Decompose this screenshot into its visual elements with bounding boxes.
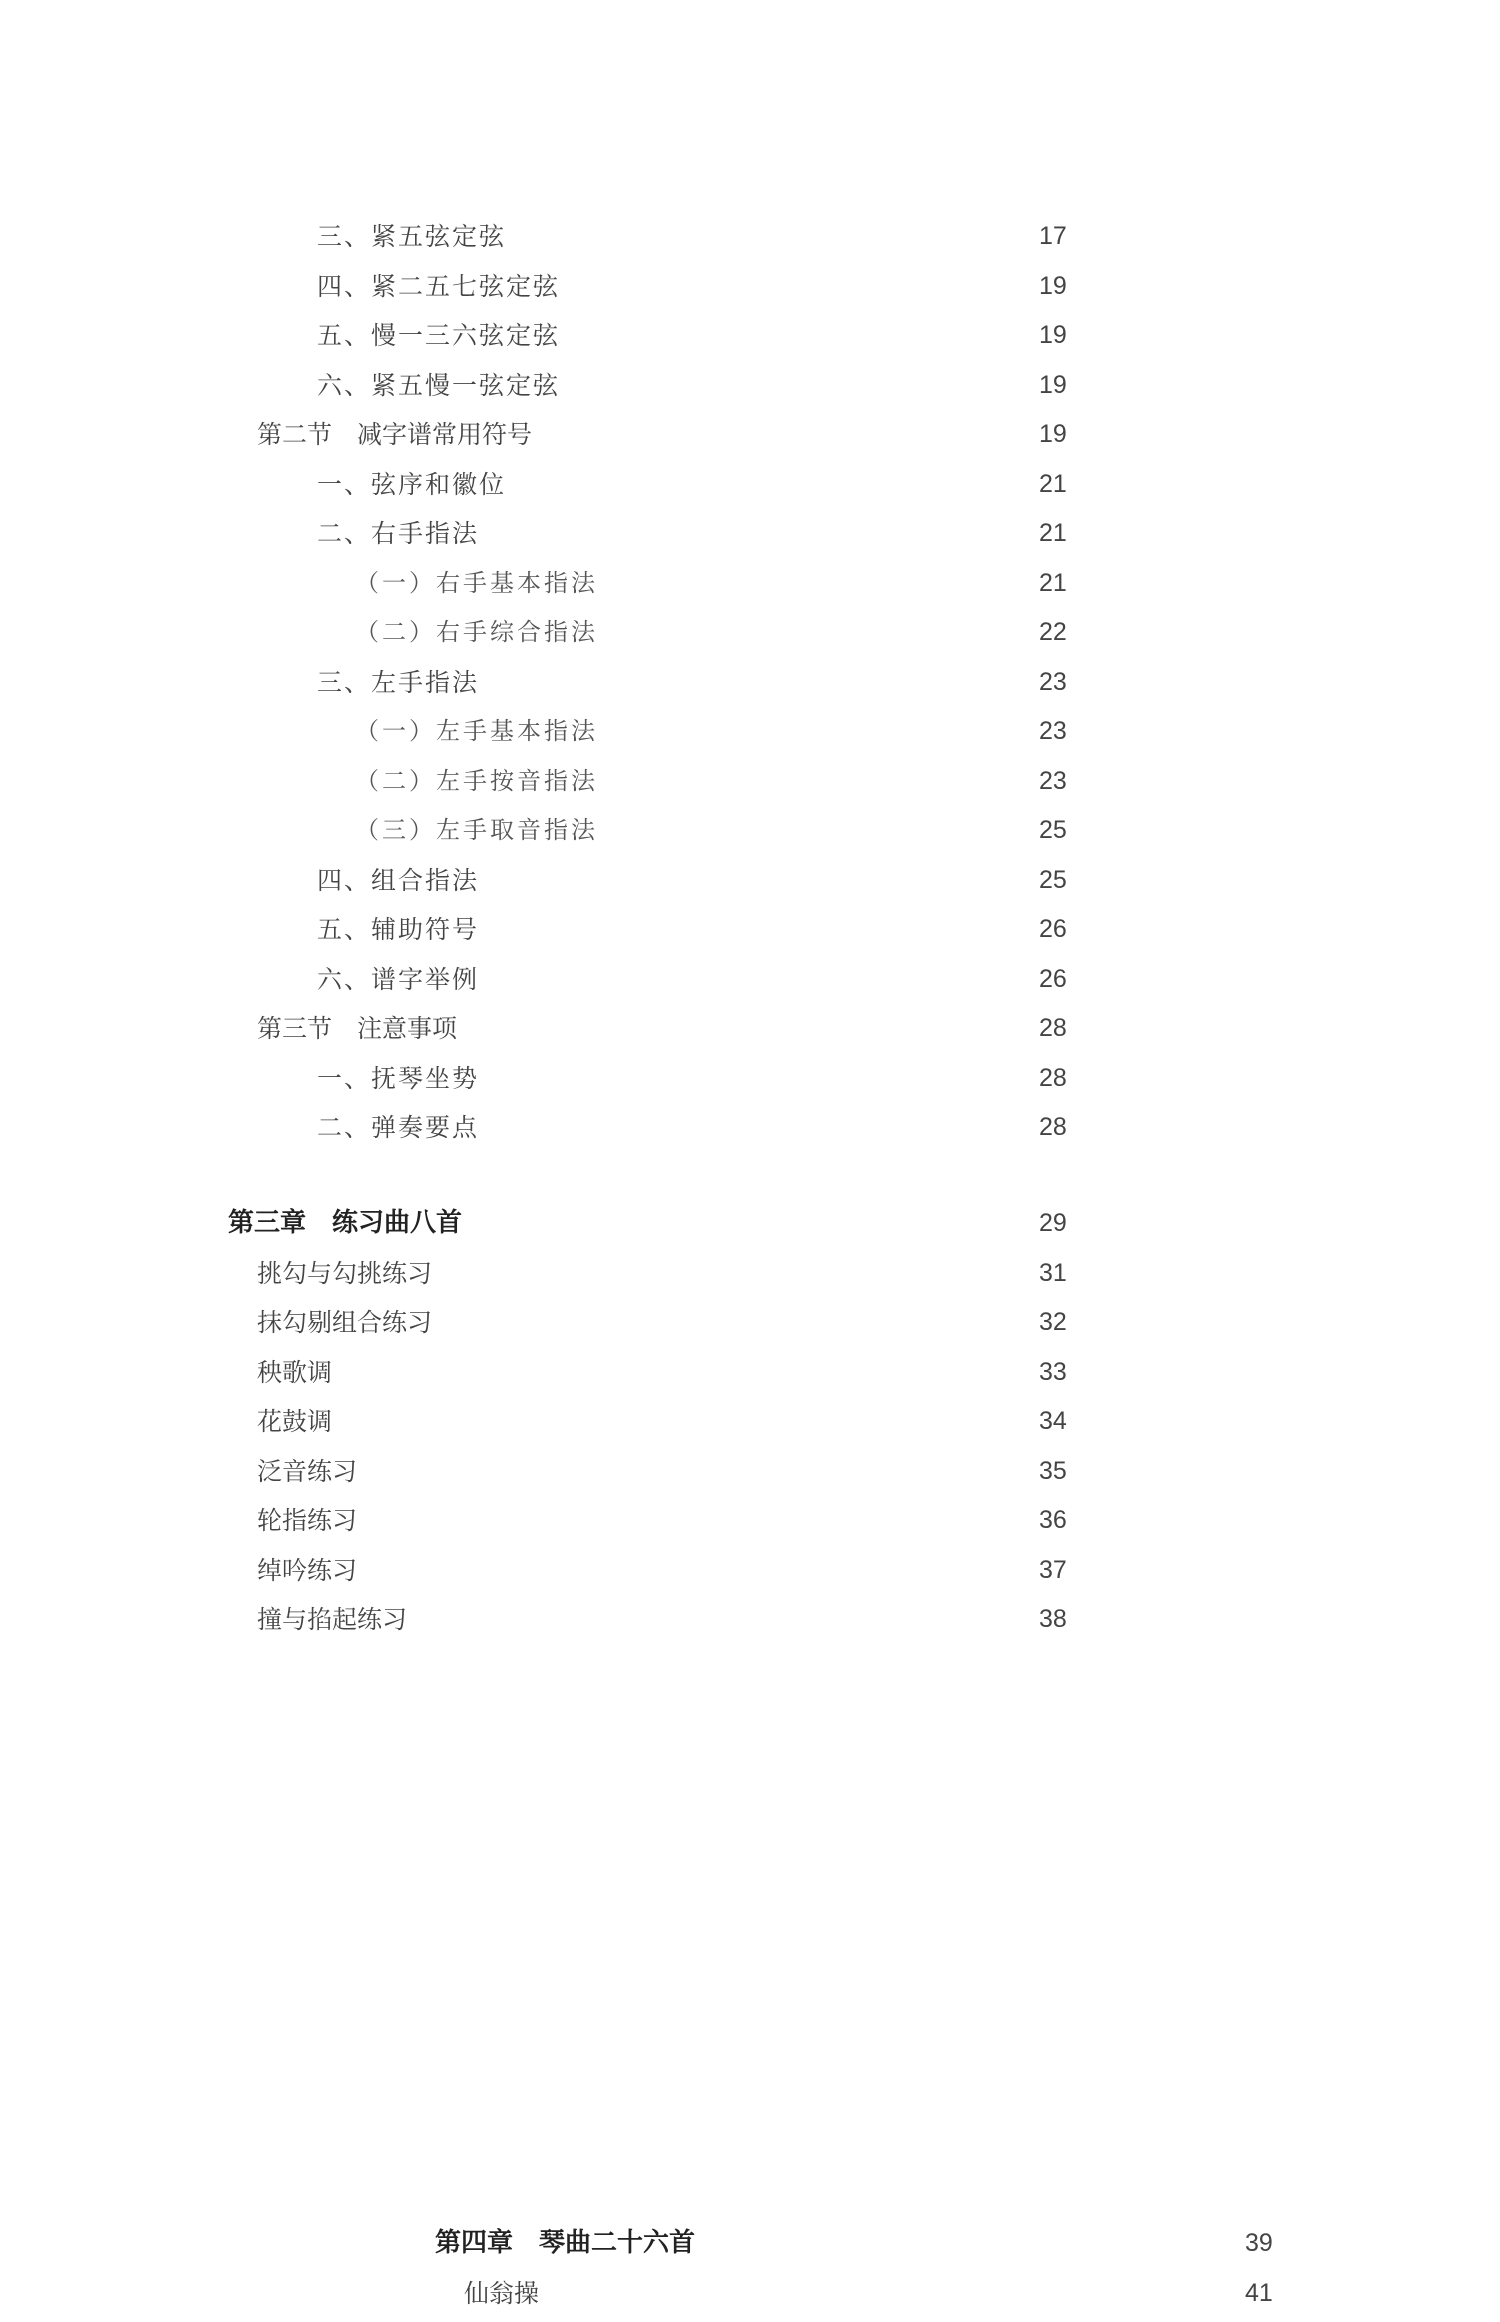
toc-entry-title: 一、弦序和徽位: [317, 469, 507, 499]
toc-piece-entry[interactable]: [0, 1249, 1500, 1299]
toc-piece-title: 秧歌调: [257, 1357, 333, 1387]
toc-chapter-page: 29: [1039, 1209, 1067, 1237]
toc-piece-entry[interactable]: [0, 1595, 1500, 1645]
toc-entry-page: 23: [1039, 766, 1067, 795]
toc-piece-title: 撞与掐起练习: [257, 1605, 408, 1634]
toc-chapter-entry[interactable]: [0, 1199, 1500, 1249]
toc-entry-page: 19: [1039, 271, 1067, 300]
toc-entry-title: 六、紧五慢一弦定弦: [317, 370, 561, 400]
toc-section-title: 第三节 注意事项: [257, 1014, 458, 1043]
toc-piece-entry[interactable]: [0, 1447, 1500, 1497]
toc-entry-page: 28: [1039, 1063, 1067, 1092]
toc-entry[interactable]: [0, 212, 1500, 262]
toc-entry-page: 25: [1039, 816, 1067, 844]
toc-entry-title: 五、慢一三六弦定弦: [317, 321, 561, 350]
toc-subentry-title: （三）左手取音指法: [355, 816, 598, 844]
toc-entry-page: 28: [1039, 1113, 1067, 1141]
toc-piece-title: 仙翁操: [464, 2278, 540, 2308]
toc-entry-page: 26: [1039, 964, 1067, 993]
toc-entry[interactable]: [0, 955, 1500, 1005]
toc-entry-page: 28: [1039, 1014, 1067, 1042]
toc-piece-entry[interactable]: [0, 1397, 1500, 1447]
toc-entry-page: 33: [1039, 1357, 1067, 1386]
toc-entry-page: 21: [1039, 568, 1067, 597]
toc-entry-page: 25: [1039, 865, 1067, 894]
toc-entry-title: 二、右手指法: [317, 519, 480, 548]
toc-piece-entry[interactable]: [0, 2269, 1500, 2319]
toc-entry-page: 37: [1039, 1555, 1067, 1584]
toc-entry-title: 五、辅助符号: [317, 915, 480, 944]
toc-piece-title: 挑勾与勾挑练习: [257, 1258, 433, 1288]
toc-entry[interactable]: [0, 905, 1500, 955]
toc-entry[interactable]: [0, 1054, 1500, 1104]
toc-entry-title: 三、紧五弦定弦: [317, 222, 507, 251]
toc-entry-page: 38: [1039, 1605, 1067, 1633]
toc-entry-page: 26: [1039, 915, 1067, 943]
toc-entry[interactable]: [0, 460, 1500, 510]
toc-subentry-title: （一）左手基本指法: [355, 717, 598, 745]
toc-entry[interactable]: [0, 856, 1500, 906]
toc-chapter-entry[interactable]: [0, 2219, 1500, 2269]
toc-piece-title: 花鼓调: [257, 1407, 333, 1436]
toc-entry[interactable]: [0, 361, 1500, 411]
toc-entry-page: 23: [1039, 717, 1067, 745]
toc-piece-title: 轮指练习: [257, 1506, 358, 1535]
toc-entry-page: 19: [1039, 370, 1067, 399]
toc-chapter-title: 第四章 琴曲二十六首: [435, 2228, 696, 2258]
toc-entry-title: 六、谱字举例: [317, 964, 480, 994]
toc-chapter3: [0, 1199, 1500, 1645]
toc-section-entry[interactable]: [0, 410, 1500, 460]
toc-entry-title: 二、弹奏要点: [317, 1113, 480, 1142]
toc-entry-page: 21: [1039, 519, 1067, 547]
toc-entry-page: 17: [1039, 222, 1067, 250]
toc-chapter4: [0, 2219, 1500, 2318]
toc-entry-page: 36: [1039, 1506, 1067, 1534]
toc-entry-page: 31: [1039, 1258, 1067, 1287]
toc-entry-title: 四、组合指法: [317, 865, 480, 895]
toc-subentry[interactable]: [0, 757, 1500, 807]
toc-entry-title: 四、紧二五七弦定弦: [317, 271, 561, 301]
toc-entry-page: 19: [1039, 420, 1067, 448]
toc-entry-page: 41: [1245, 2278, 1273, 2307]
toc-subentry[interactable]: [0, 806, 1500, 856]
toc-section-title: 第二节 减字谱常用符号: [257, 420, 533, 449]
toc-entry[interactable]: [0, 509, 1500, 559]
toc-chapter-title: 第三章 练习曲八首: [228, 1208, 463, 1238]
toc-subentry[interactable]: [0, 707, 1500, 757]
toc-piece-title: 泛音练习: [257, 1456, 358, 1486]
toc-entry-title: 三、左手指法: [317, 667, 480, 697]
toc-chapter-page: 39: [1245, 2229, 1273, 2257]
toc-entry[interactable]: [0, 1103, 1500, 1153]
toc-subentry-title: （二）右手综合指法: [355, 618, 598, 646]
toc-entry-page: 19: [1039, 321, 1067, 349]
toc-subentry-title: （一）右手基本指法: [355, 568, 598, 597]
toc-subentry[interactable]: [0, 559, 1500, 609]
toc-entry-page: 21: [1039, 469, 1067, 498]
toc-piece-entry[interactable]: [0, 1496, 1500, 1546]
toc-entry[interactable]: [0, 658, 1500, 708]
toc-entry-page: 35: [1039, 1456, 1067, 1485]
toc-entry-title: 一、抚琴坐势: [317, 1063, 480, 1093]
toc-chapter2-continuation: [0, 212, 1500, 1153]
toc-subentry-title: （二）左手按音指法: [355, 766, 598, 795]
toc-entry[interactable]: [0, 311, 1500, 361]
toc-piece-title: 抹勾剔组合练习: [257, 1308, 433, 1337]
toc-entry[interactable]: [0, 262, 1500, 312]
toc-entry-page: 23: [1039, 667, 1067, 696]
toc-piece-entry[interactable]: [0, 1348, 1500, 1398]
toc-entry-page: 22: [1039, 618, 1067, 646]
toc-entry-page: 34: [1039, 1407, 1067, 1435]
toc-piece-entry[interactable]: [0, 1298, 1500, 1348]
toc-entry-page: 32: [1039, 1308, 1067, 1336]
toc-piece-entry[interactable]: [0, 1546, 1500, 1596]
toc-piece-title: 绰吟练习: [257, 1555, 358, 1585]
toc-section-entry[interactable]: [0, 1004, 1500, 1054]
toc-subentry[interactable]: [0, 608, 1500, 658]
